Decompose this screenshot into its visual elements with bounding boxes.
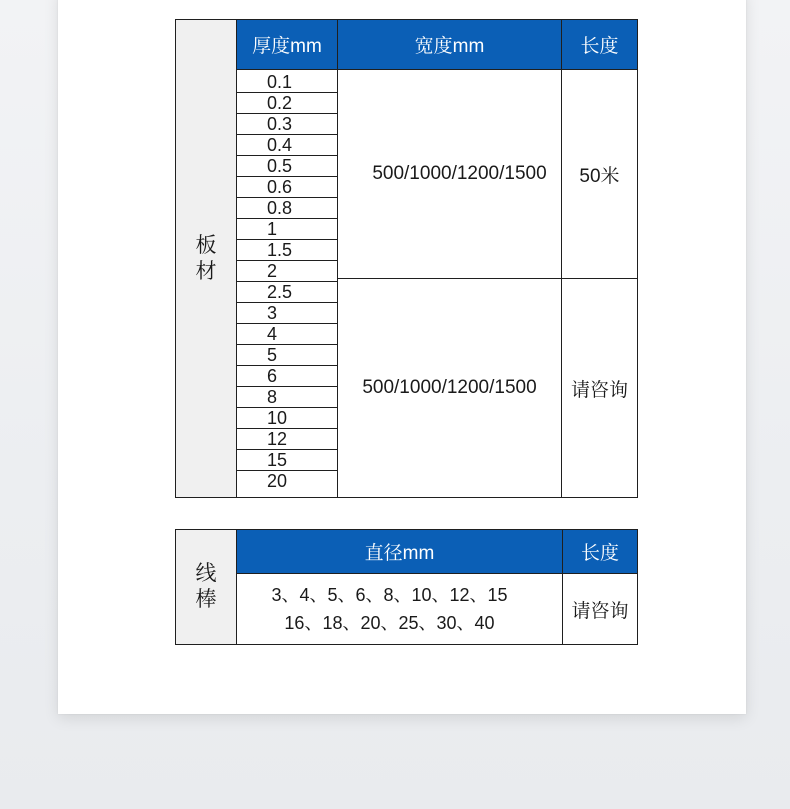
thickness-header-label: 厚度mm — [252, 36, 322, 57]
length-cell-group-1 — [561, 69, 638, 279]
rod-length-header-label: 长度 — [580, 543, 619, 564]
thickness-cell: 1.5 — [236, 240, 337, 261]
thickness-cell: 0.3 — [236, 114, 337, 135]
thickness-cell: 0.6 — [236, 177, 337, 198]
diameter-line: 3、4、5、6、8、10、12、15 — [271, 585, 508, 605]
diameter-line: 16、18、20、25、30、40 — [284, 613, 495, 633]
diameter-header — [236, 529, 563, 574]
thickness-cell: 15 — [236, 450, 337, 471]
rod-category-char-2: 棒 — [195, 588, 217, 611]
width-header-label: 宽度mm — [414, 36, 485, 57]
thickness-cell: 6 — [236, 366, 337, 387]
sheet-category-char-1: 板 — [195, 233, 217, 257]
diameter-values-cell — [236, 573, 563, 645]
diameter-header-label: 直径mm — [364, 543, 435, 564]
rod-length-value: 请咨询 — [571, 600, 629, 622]
rod-length-header — [562, 529, 638, 574]
width-header — [337, 19, 562, 70]
width-cell-group-1 — [337, 69, 562, 279]
length-header-label: 长度 — [580, 36, 619, 57]
sheet-category-cell — [175, 19, 237, 498]
rod-category-cell — [175, 529, 237, 645]
rod-length-cell — [562, 573, 638, 645]
thickness-cell: 12 — [236, 429, 337, 450]
thickness-cell: 3 — [236, 303, 337, 324]
thickness-cell: 0.2 — [236, 93, 337, 114]
width-value: 500/1000/1200/1500 — [362, 377, 537, 398]
thickness-cell: 2.5 — [236, 282, 337, 303]
length-header — [561, 19, 638, 70]
thickness-cell: 0.4 — [236, 135, 337, 156]
thickness-header — [236, 19, 338, 70]
thickness-cell: 8 — [236, 387, 337, 408]
width-value: 500/1000/1200/1500 — [372, 163, 547, 184]
thickness-cell: 0.8 — [236, 198, 337, 219]
thickness-cell: 1 — [236, 219, 337, 240]
thickness-cell: 4 — [236, 324, 337, 345]
thickness-cell: 0.5 — [236, 156, 337, 177]
thickness-cell: 5 — [236, 345, 337, 366]
thickness-cell: 20 — [267, 471, 288, 491]
length-value: 请咨询 — [570, 379, 628, 401]
length-cell-group-2 — [561, 278, 638, 498]
thickness-cell: 10 — [236, 408, 337, 429]
thickness-cell: 2 — [236, 261, 337, 282]
thickness-cell: 0.1 — [236, 72, 337, 93]
sheet-category-char-2: 材 — [195, 259, 217, 283]
length-value: 50米 — [579, 165, 620, 187]
rod-category-char-1: 线 — [195, 562, 217, 585]
width-cell-group-2 — [337, 278, 562, 498]
